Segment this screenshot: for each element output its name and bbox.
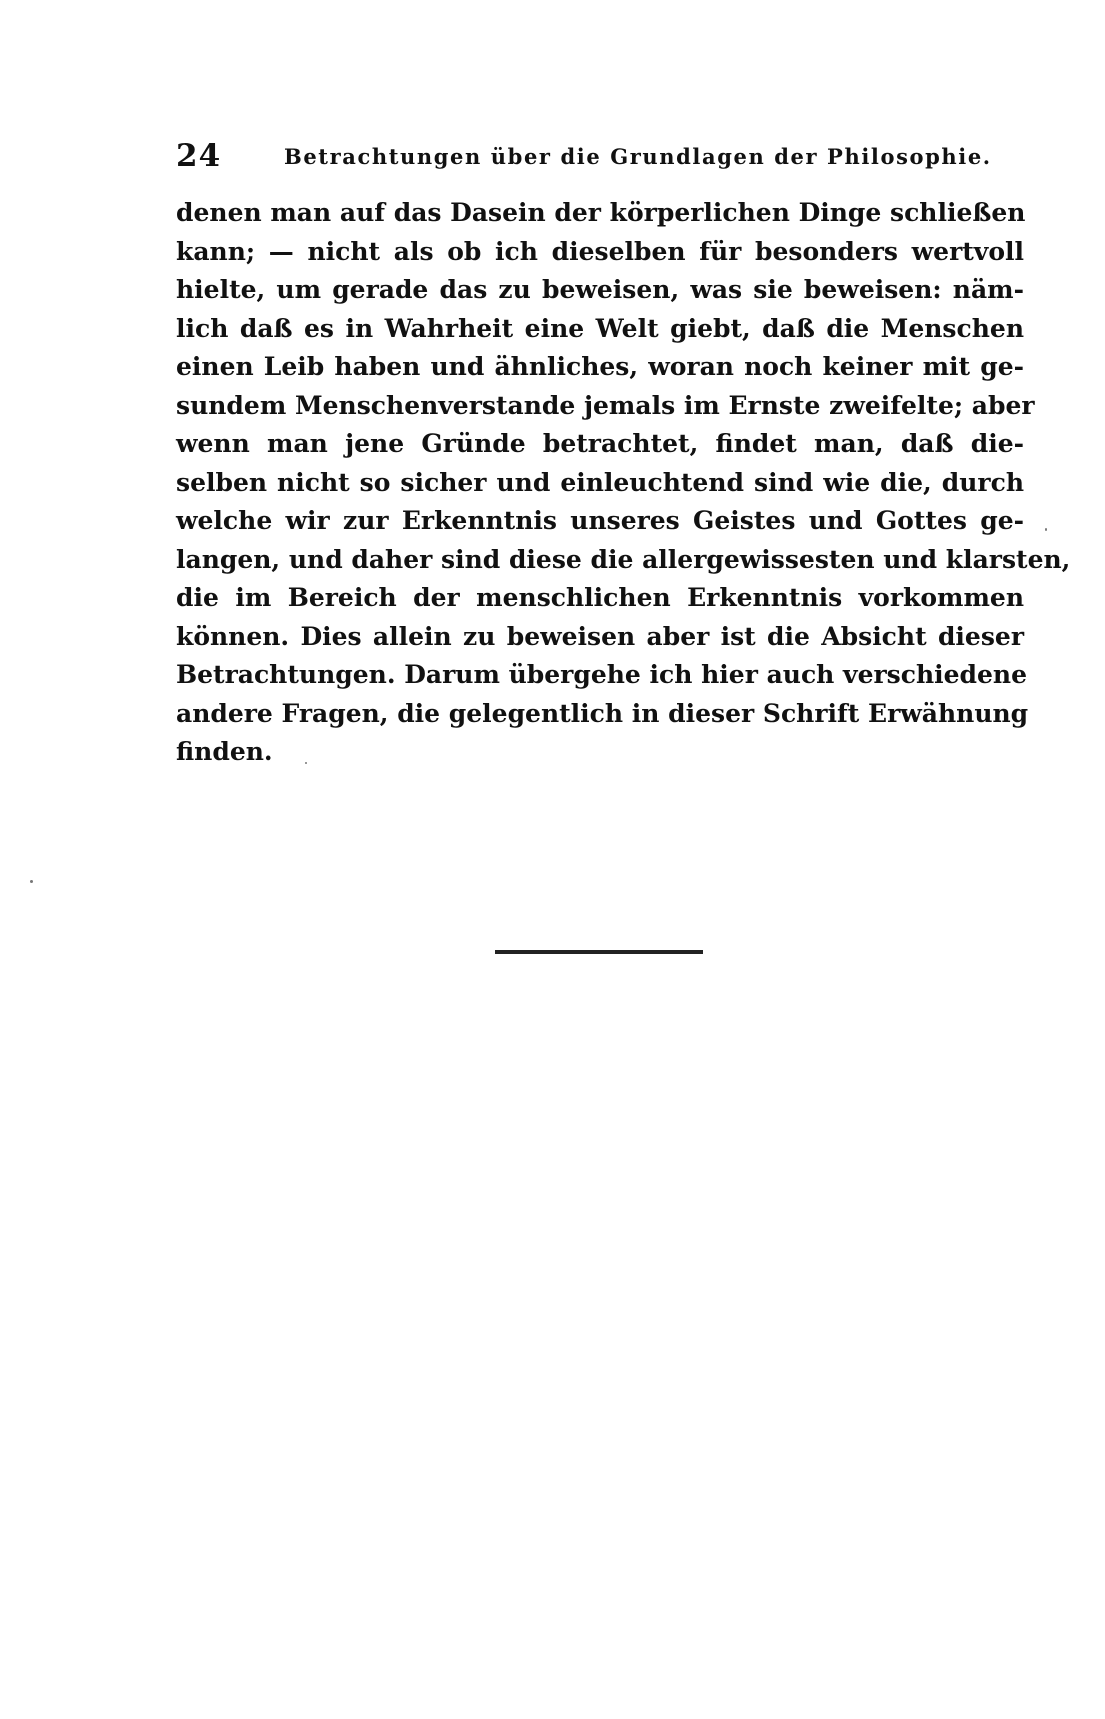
text-line-last: finden.	[176, 737, 273, 766]
text-line: welche wir zur Erkenntnis unseres Geistes und Gottes ge-	[176, 506, 1024, 535]
text-line: kann; — nicht als ob ich dieselben für besonders wertvoll	[176, 236, 1024, 266]
text-line: lich daß es in Wahrheit eine Welt giebt, daß die Menschen	[176, 313, 1024, 343]
page-header	[176, 138, 992, 178]
text-line: andere Fragen, die gelegentlich in dieser Schrift Erwähnung	[176, 698, 1029, 728]
scan-speck	[305, 762, 307, 764]
text-line: die im Bereich der menschlichen Erkenntnis vorkommen	[176, 583, 1024, 612]
text-line: sundem Menschenverstande jemals im Ernste zweifelte; aber	[176, 390, 1035, 420]
page-number: 24	[176, 138, 222, 174]
running-title: Betrachtungen über die Grundlagen der Philosophie.	[284, 144, 992, 169]
scan-speck	[30, 880, 33, 883]
text-line: selben nicht so sicher und einleuchtend sind wie die, durch	[176, 467, 1024, 497]
text-line: können. Dies allein zu beweisen aber ist die Absicht dieser	[176, 621, 1024, 651]
text-line: denen man auf das Dasein der körperlichen Dinge schließen	[176, 198, 1026, 227]
text-line: einen Leib haben und ähnliches, woran noch keiner mit ge-	[176, 352, 1024, 381]
scan-speck	[1045, 528, 1047, 531]
text-line: langen, und daher sind diese die allergewissesten und klarsten,	[176, 544, 1071, 574]
text-line: Betrachtungen. Darum übergehe ich hier auch verschiedene	[176, 660, 1027, 689]
section-end-rule	[495, 950, 703, 954]
text-line: wenn man jene Gründe betrachtet, findet man, daß die-	[176, 429, 1024, 458]
text-line: hielte, um gerade das zu beweisen, was sie beweisen: näm-	[176, 275, 1024, 304]
body-paragraph	[176, 194, 1071, 772]
